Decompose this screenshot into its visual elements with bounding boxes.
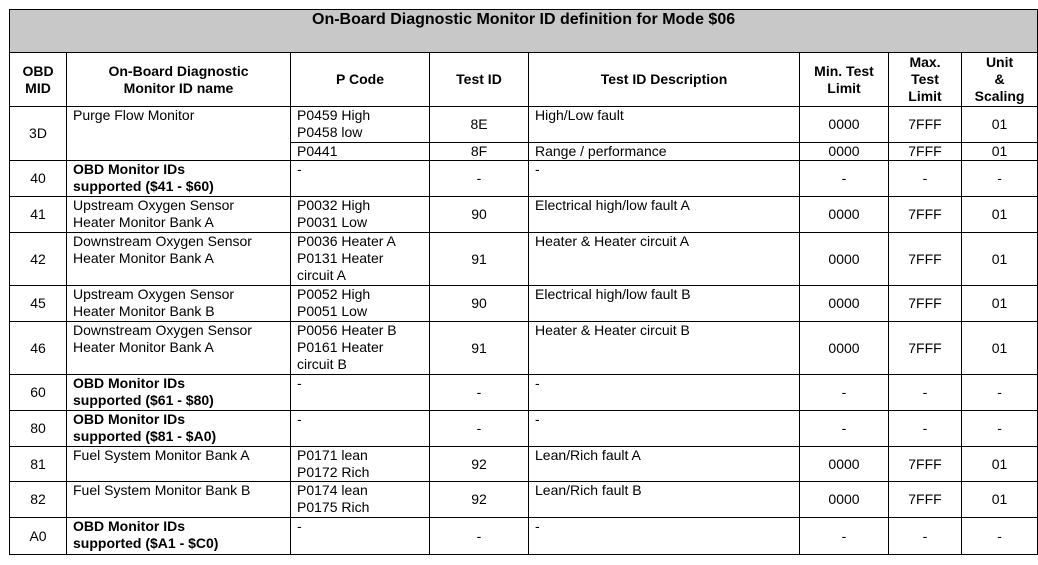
header-monitor-name xyxy=(67,53,291,107)
min-limit-cell: - xyxy=(800,375,889,411)
monitor-name-cell-line: supported ($A1 - $C0) xyxy=(73,535,219,551)
min-limit-cell: 0000 xyxy=(800,107,889,143)
p-code-cell xyxy=(291,482,430,518)
monitor-name-cell-line: supported ($81 - $A0) xyxy=(73,428,217,444)
max-limit-cell: 7FFF xyxy=(889,197,962,233)
monitor-name-cell xyxy=(67,286,291,322)
test-id-cell: - xyxy=(430,375,529,411)
test-id-cell: 8F xyxy=(430,143,529,161)
table-title: On-Board Diagnostic Monitor ID definition for Mode $06 xyxy=(10,10,1038,53)
test-id-cell: 91 xyxy=(430,322,529,375)
min-limit-cell: 0000 xyxy=(800,322,889,375)
test-id-cell: 90 xyxy=(430,286,529,322)
monitor-name-cell-line: Heater Monitor Bank B xyxy=(73,303,215,319)
test-description-cell: Electrical high/low fault A xyxy=(529,197,800,233)
obd-mid-cell: 46 xyxy=(10,322,67,375)
p-code-cell-line: P0051 Low xyxy=(297,303,368,319)
header-line: Monitor ID name xyxy=(123,79,234,96)
unit-scaling-cell: 01 xyxy=(962,143,1038,161)
min-limit-cell: 0000 xyxy=(800,233,889,286)
p-code-cell-line: P0052 High xyxy=(297,286,371,302)
max-limit-cell: - xyxy=(889,375,962,411)
p-code-cell-line: P0175 Rich xyxy=(297,499,370,515)
obd-mid-cell: 42 xyxy=(10,233,67,286)
p-code-cell xyxy=(291,447,430,482)
header-line: Test ID Description xyxy=(600,71,728,87)
header-min-test-limit xyxy=(800,53,889,107)
p-code-cell xyxy=(291,411,430,447)
unit-scaling-cell: 01 xyxy=(962,107,1038,143)
obd-mid-cell: 80 xyxy=(10,411,67,447)
unit-scaling-cell: 01 xyxy=(962,286,1038,322)
header-line: Limit xyxy=(908,88,942,104)
unit-scaling-cell: - xyxy=(962,411,1038,447)
monitor-name-cell-line: Downstream Oxygen Sensor xyxy=(73,233,252,249)
monitor-name-cell-line: Upstream Oxygen Sensor xyxy=(73,286,235,302)
header-line: OBD xyxy=(22,62,54,79)
p-code-cell xyxy=(291,143,430,161)
test-description-cell: - xyxy=(529,411,800,447)
p-code-cell-line: P0031 Low xyxy=(297,214,368,230)
table-row xyxy=(10,375,1038,411)
obd-mid-cell: 82 xyxy=(10,482,67,518)
max-limit-cell: 7FFF xyxy=(889,482,962,518)
test-id-cell: 90 xyxy=(430,197,529,233)
header-obd-mid xyxy=(10,53,67,107)
min-limit-cell: 0000 xyxy=(800,482,889,518)
p-code-cell-line: P0161 Heater xyxy=(297,339,384,355)
table-row xyxy=(10,322,1038,375)
header-line: Max. xyxy=(909,54,941,70)
unit-scaling-cell: 01 xyxy=(962,482,1038,518)
monitor-name-cell-line: OBD Monitor IDs xyxy=(73,411,185,427)
monitor-name-cell-line: Purge Flow Monitor xyxy=(73,107,195,123)
min-limit-cell: 0000 xyxy=(800,143,889,161)
p-code-cell-line: - xyxy=(297,161,302,177)
max-limit-cell: 7FFF xyxy=(889,143,962,161)
unit-scaling-cell: - xyxy=(962,161,1038,197)
p-code-cell xyxy=(291,375,430,411)
header-max-test-limit xyxy=(889,53,962,107)
table-row xyxy=(10,161,1038,197)
monitor-name-cell-line: OBD Monitor IDs xyxy=(73,161,185,177)
monitor-name-cell-line: OBD Monitor IDs xyxy=(73,375,185,391)
test-description-cell: Heater & Heater circuit B xyxy=(529,322,800,375)
header-test-id-description xyxy=(529,53,800,107)
p-code-cell xyxy=(291,286,430,322)
monitor-name-cell-line: Heater Monitor Bank A xyxy=(73,250,214,266)
max-limit-cell: 7FFF xyxy=(889,286,962,322)
monitor-name-cell xyxy=(67,233,291,286)
p-code-cell-line: P0459 High xyxy=(297,107,371,123)
header-line: On-Board Diagnostic xyxy=(108,62,249,79)
obd-mid-cell: 81 xyxy=(10,447,67,482)
obd-mid-cell: 60 xyxy=(10,375,67,411)
header-line: Test xyxy=(911,71,939,87)
unit-scaling-cell: 01 xyxy=(962,322,1038,375)
test-id-cell: 92 xyxy=(430,482,529,518)
table-row xyxy=(10,482,1038,518)
p-code-cell xyxy=(291,322,430,375)
monitor-name-cell-line: Fuel System Monitor Bank A xyxy=(73,447,250,463)
min-limit-cell: - xyxy=(800,161,889,197)
p-code-cell xyxy=(291,233,430,286)
test-description-cell: Heater & Heater circuit A xyxy=(529,233,800,286)
monitor-name-cell xyxy=(67,411,291,447)
mode06-monitor-table xyxy=(9,9,1038,555)
min-limit-cell: 0000 xyxy=(800,447,889,482)
monitor-name-cell-line: Heater Monitor Bank A xyxy=(73,214,214,230)
max-limit-cell: 7FFF xyxy=(889,233,962,286)
p-code-cell xyxy=(291,197,430,233)
table-row xyxy=(10,197,1038,233)
test-id-cell: 92 xyxy=(430,447,529,482)
max-limit-cell: 7FFF xyxy=(889,322,962,375)
min-limit-cell: - xyxy=(800,411,889,447)
max-limit-cell: 7FFF xyxy=(889,107,962,143)
p-code-cell-line: - xyxy=(297,518,302,534)
monitor-name-cell-line: supported ($61 - $80) xyxy=(73,392,214,408)
p-code-cell-line: circuit A xyxy=(297,267,347,283)
test-id-cell: 91 xyxy=(430,233,529,286)
table-body xyxy=(10,107,1038,555)
monitor-name-cell-line: Heater Monitor Bank A xyxy=(73,339,214,355)
unit-scaling-cell: - xyxy=(962,375,1038,411)
monitor-name-cell xyxy=(67,107,291,161)
test-id-cell: - xyxy=(430,518,529,555)
header-test-id xyxy=(430,53,529,107)
max-limit-cell: - xyxy=(889,518,962,555)
monitor-name-cell xyxy=(67,197,291,233)
monitor-name-cell xyxy=(67,322,291,375)
test-description-cell: High/Low fault xyxy=(529,107,800,143)
min-limit-cell: 0000 xyxy=(800,286,889,322)
obd-mid-cell: A0 xyxy=(10,518,67,555)
header-unit-scaling xyxy=(962,53,1038,107)
p-code-cell xyxy=(291,518,430,555)
p-code-cell-line: P0036 Heater A xyxy=(297,233,396,249)
obd-mid-cell: 3D xyxy=(10,107,67,161)
test-description-cell: - xyxy=(529,375,800,411)
table-row xyxy=(10,447,1038,482)
monitor-name-cell xyxy=(67,447,291,482)
monitor-name-cell-line: supported ($41 - $60) xyxy=(73,178,214,194)
header-line: Unit xyxy=(985,54,1014,70)
p-code-cell-line: P0056 Heater B xyxy=(297,322,397,338)
p-code-cell-line: P0441 xyxy=(297,143,338,159)
test-id-cell: - xyxy=(430,161,529,197)
p-code-cell-line: P0171 lean xyxy=(297,447,368,463)
test-description-cell: - xyxy=(529,161,800,197)
p-code-cell-line: circuit B xyxy=(297,356,347,372)
test-description-cell: - xyxy=(529,518,800,555)
p-code-cell-line: P0458 low xyxy=(297,124,363,140)
obd-mid-cell: 40 xyxy=(10,161,67,197)
p-code-cell-line: P0131 Heater xyxy=(297,250,384,266)
test-description-cell: Range / performance xyxy=(529,143,800,161)
min-limit-cell: 0000 xyxy=(800,197,889,233)
header-line: MID xyxy=(25,79,51,96)
table-row xyxy=(10,411,1038,447)
p-code-cell-line: - xyxy=(297,411,302,427)
p-code-cell-line: P0032 High xyxy=(297,197,371,213)
max-limit-cell: - xyxy=(889,161,962,197)
test-id-cell: 8E xyxy=(430,107,529,143)
header-line: Test ID xyxy=(456,71,502,87)
unit-scaling-cell: 01 xyxy=(962,197,1038,233)
table-row xyxy=(10,233,1038,286)
min-limit-cell: - xyxy=(800,518,889,555)
monitor-name-cell xyxy=(67,518,291,555)
header-line: P Code xyxy=(336,71,384,87)
monitor-name-cell-line: Fuel System Monitor Bank B xyxy=(73,482,251,498)
header-line: Scaling xyxy=(974,88,1025,104)
unit-scaling-cell: 01 xyxy=(962,233,1038,286)
unit-scaling-cell: - xyxy=(962,518,1038,555)
monitor-name-cell xyxy=(67,161,291,197)
test-description-cell: Lean/Rich fault A xyxy=(529,447,800,482)
table-row xyxy=(10,518,1038,555)
monitor-name-cell xyxy=(67,482,291,518)
header-p-code xyxy=(291,53,430,107)
obd-mid-cell: 41 xyxy=(10,197,67,233)
header-line: Min. Test xyxy=(814,62,874,79)
header-line: Limit xyxy=(827,79,861,96)
test-description-cell: Lean/Rich fault B xyxy=(529,482,800,518)
p-code-cell xyxy=(291,161,430,197)
monitor-name-cell-line: Upstream Oxygen Sensor xyxy=(73,197,235,213)
table-row xyxy=(10,107,1038,143)
max-limit-cell: - xyxy=(889,411,962,447)
monitor-name-cell-line: Downstream Oxygen Sensor xyxy=(73,322,252,338)
max-limit-cell: 7FFF xyxy=(889,447,962,482)
p-code-cell-line: - xyxy=(297,375,302,391)
header-row xyxy=(10,53,1038,107)
monitor-name-cell-line: OBD Monitor IDs xyxy=(73,518,185,534)
table-row xyxy=(10,286,1038,322)
unit-scaling-cell: 01 xyxy=(962,447,1038,482)
p-code-cell-line: P0172 Rich xyxy=(297,464,370,480)
p-code-cell-line: P0174 lean xyxy=(297,482,368,498)
test-description-cell: Electrical high/low fault B xyxy=(529,286,800,322)
title-row xyxy=(10,10,1038,53)
monitor-name-cell xyxy=(67,375,291,411)
obd-mid-cell: 45 xyxy=(10,286,67,322)
header-line: & xyxy=(994,71,1005,87)
test-id-cell: - xyxy=(430,411,529,447)
p-code-cell xyxy=(291,107,430,143)
